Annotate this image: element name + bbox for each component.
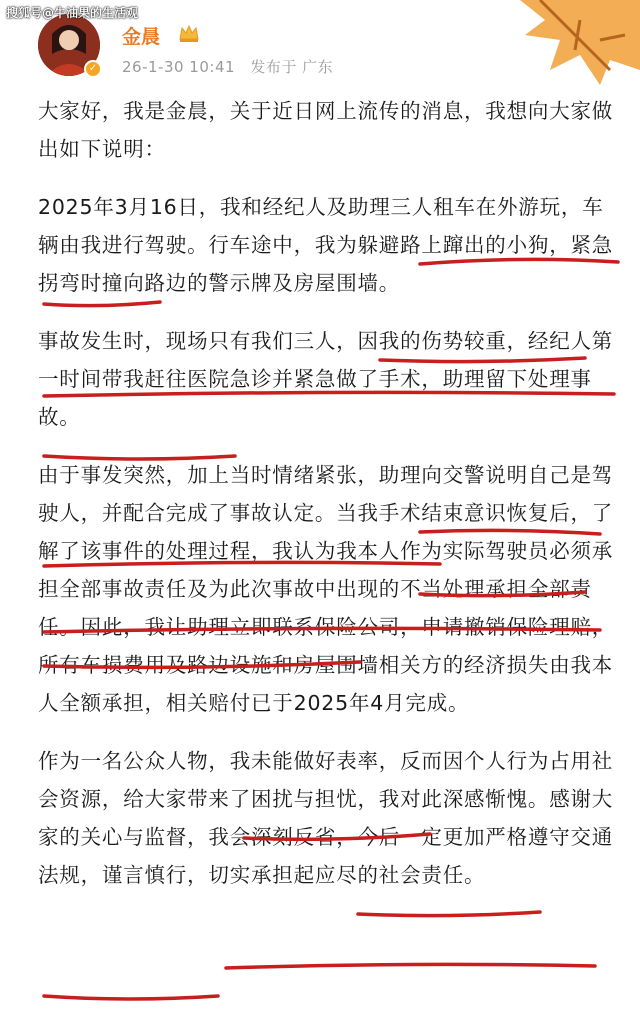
watermark: 搜狐号@牛油果的生活观 [6, 6, 139, 20]
post-meta [122, 56, 343, 77]
paragraph: 大家好，我是金晨，关于近日网上流传的消息，我想向大家做出如下说明： [38, 99, 614, 161]
paragraph: 由于事发突然，加上当时情绪紧张，助理向交警说明自己是驾驶人，并配合完成了事故认定。当我手术结束意识恢复后，了解了该事件的处理过程，我认为我本人作为实际驾驶员必须承担全部事故责任及为此次事故中出现的不当处理承担全部责任。因此，我让助理立即联系保险公司，申请撤销保险理赔，所有车损费用及路边设施和房屋围墙相关方的经济损失由我本人全额承担，相关赔付已于2025年4月完成。 [38, 463, 614, 715]
underline-mark [226, 964, 595, 968]
underline-mark [44, 996, 218, 999]
post-location: 发布于 广东 [250, 58, 334, 76]
crown-icon [178, 23, 200, 43]
paragraph: 2025年3月16日，我和经纪人及助理三人租车在外游玩，车辆由我进行驾驶。行车途中，我为躲避路上蹿出的小狗，紧急拐弯时撞向路边的警示牌及房屋围墙。 [38, 195, 614, 295]
paragraph: 事故发生时，现场只有我们三人，因我的伤势较重，经纪人第一时间带我赶往医院急诊并紧急做了手术，助理留下处理事故。 [38, 329, 614, 429]
paragraph: 作为一名公众人物，我未能做好表率，反而因个人行为占用社会资源，给大家带来了困扰与担忧，我对此深感惭愧。感谢大家的关心与监督，我会深刻反省，今后一定更加严格遵守交通法规，谨言慎行，切实承担起应尽的社会责任。 [38, 749, 614, 887]
author-name[interactable]: 金晨 [122, 26, 161, 48]
post-date: 26-1-30 10:41 [122, 58, 236, 76]
post-body [38, 92, 623, 914]
verified-badge-icon: ✓ [84, 60, 102, 78]
post-header [38, 14, 618, 84]
